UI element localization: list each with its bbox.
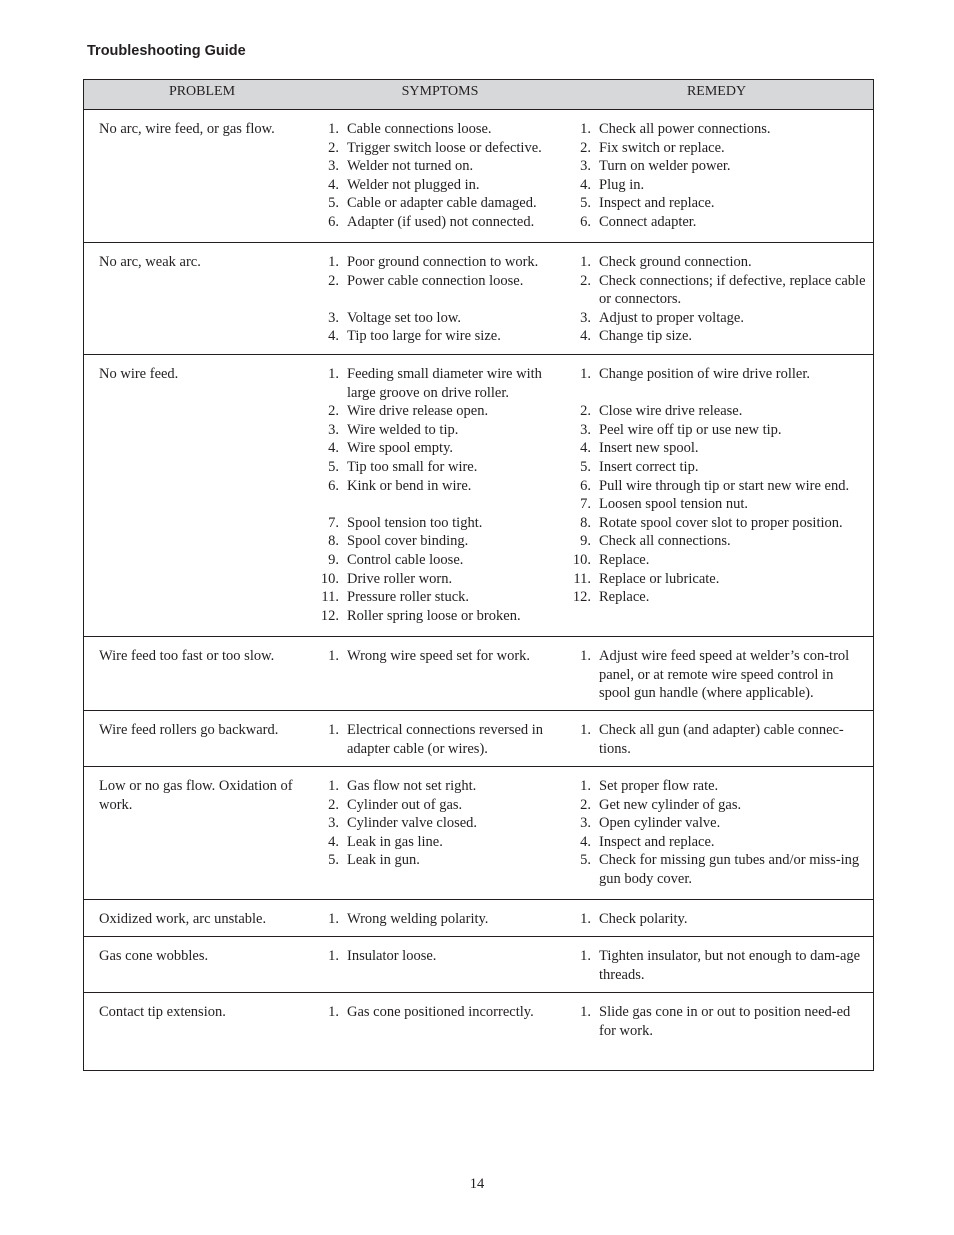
- symptom-number: 4.: [328, 328, 339, 345]
- symptom-text: Leak in gun.: [347, 852, 420, 869]
- remedy-number: 7.: [580, 496, 591, 513]
- symptom-item: [314, 421, 562, 440]
- symptom-item: [314, 588, 562, 607]
- remedy-item: [566, 570, 866, 589]
- remedy-text: Check for missing gun tubes and/or miss-ing gun body cover.: [599, 852, 860, 887]
- symptom-list: [322, 721, 562, 758]
- remedy-list: [574, 253, 866, 346]
- symptom-list: [322, 777, 562, 870]
- remedy-number: 2.: [580, 272, 591, 289]
- symptom-number: 6.: [328, 477, 339, 494]
- symptom-number: 10.: [320, 570, 339, 587]
- remedy-number: 4.: [580, 176, 591, 193]
- symptom-text: Poor ground connection to work.: [347, 254, 539, 270]
- symptom-item: [314, 910, 562, 929]
- symptom-item: [314, 176, 562, 195]
- remedy-number: 5.: [580, 458, 591, 475]
- remedy-number: 1.: [580, 911, 591, 927]
- symptom-text: Wire welded to tip.: [347, 421, 459, 438]
- header-problem: PROBLEM: [168, 84, 236, 99]
- symptom-item: [314, 777, 562, 796]
- symptom-text: Wire spool empty.: [347, 440, 453, 457]
- symptom-text: Wrong welding polarity.: [347, 911, 489, 927]
- symptom-item: [314, 139, 562, 158]
- symptom-number: 5.: [328, 458, 339, 475]
- list-spacer: [322, 290, 562, 309]
- problem-cell: No arc, weak arc.: [99, 254, 201, 270]
- remedy-item: [566, 495, 866, 514]
- remedy-number: 6.: [580, 213, 591, 230]
- symptom-text: Welder not plugged in.: [347, 176, 480, 193]
- remedy-item: [566, 272, 866, 309]
- symptom-text: Roller spring loose or broken.: [347, 607, 521, 624]
- remedy-item: [566, 120, 866, 139]
- remedy-number: 10.: [572, 551, 591, 568]
- symptom-text: Feeding small diameter wire with large groove on drive roller.: [347, 366, 542, 401]
- remedy-text: Connect adapter.: [599, 213, 697, 230]
- symptom-item: [314, 607, 562, 626]
- symptom-item: [314, 814, 562, 833]
- remedy-number: 9.: [580, 533, 591, 550]
- header-remedy: REMEDY: [686, 84, 747, 99]
- symptom-number: 1.: [328, 778, 339, 794]
- table-row: [84, 993, 873, 1070]
- remedy-text: Adjust wire feed speed at welder’s con-trol panel, or at remote wire speed control in spool gun handle (where applicable).: [599, 648, 850, 702]
- symptom-number: 1.: [328, 648, 339, 664]
- symptom-number: 3.: [328, 815, 339, 832]
- symptom-text: Tip too large for wire size.: [347, 328, 501, 345]
- remedy-number: 1.: [580, 722, 591, 738]
- remedy-text: Slide gas cone in or out to position need-ed for work.: [599, 1004, 851, 1039]
- table-row: [84, 243, 873, 355]
- symptom-text: Trigger switch loose or defective.: [347, 139, 542, 156]
- remedy-number: 1.: [580, 1004, 591, 1020]
- table-row: [84, 767, 873, 900]
- remedy-number: 12.: [572, 589, 591, 606]
- remedy-text: Check all connections.: [599, 533, 731, 550]
- symptom-text: Gas cone positioned incorrectly.: [347, 1004, 534, 1020]
- symptom-list: [322, 910, 562, 929]
- problem-cell: Low or no gas flow. Oxidation of work.: [99, 778, 293, 813]
- remedy-item: [566, 796, 866, 815]
- remedy-item: [566, 309, 866, 328]
- remedy-number: 1.: [580, 778, 591, 794]
- symptom-text: Kink or bend in wire.: [347, 477, 472, 494]
- symptom-item: [314, 458, 562, 477]
- symptom-item: [314, 796, 562, 815]
- symptom-number: 1.: [328, 366, 339, 382]
- remedy-number: 1.: [580, 366, 591, 382]
- symptom-item: [314, 272, 562, 291]
- table-header-row: [84, 80, 873, 110]
- remedy-list: [574, 910, 866, 929]
- symptom-item: [314, 120, 562, 139]
- table-row: [84, 900, 873, 937]
- remedy-text: Open cylinder valve.: [599, 815, 721, 832]
- symptom-item: [314, 309, 562, 328]
- symptom-text: Tip too small for wire.: [347, 458, 478, 475]
- symptom-text: Adapter (if used) not connected.: [347, 213, 535, 230]
- symptom-number: 1.: [328, 911, 339, 927]
- remedy-item: [566, 647, 866, 703]
- symptom-number: 1.: [328, 948, 339, 964]
- remedy-text: Close wire drive release.: [599, 403, 743, 420]
- symptom-item: [314, 194, 562, 213]
- symptom-item: [314, 514, 562, 533]
- remedy-text: Replace.: [599, 551, 650, 568]
- symptom-number: 3.: [328, 309, 339, 326]
- remedy-text: Inspect and replace.: [599, 833, 715, 850]
- symptom-item: [314, 532, 562, 551]
- remedy-text: Change tip size.: [599, 328, 693, 345]
- symptom-text: Cable or adapter cable damaged.: [347, 195, 537, 212]
- symptom-text: Drive roller worn.: [347, 570, 453, 587]
- remedy-item: [566, 439, 866, 458]
- remedy-item: [566, 947, 866, 984]
- symptom-text: Voltage set too low.: [347, 309, 461, 326]
- remedy-number: 3.: [580, 158, 591, 175]
- symptom-text: Gas flow not set right.: [347, 778, 477, 794]
- remedy-text: Insert correct tip.: [599, 458, 699, 475]
- symptom-number: 1.: [328, 1004, 339, 1020]
- symptom-text: Cylinder valve closed.: [347, 815, 478, 832]
- remedy-number: 2.: [580, 139, 591, 156]
- table-row: [84, 355, 873, 637]
- troubleshooting-table: [83, 79, 874, 1071]
- symptom-number: 1.: [328, 722, 339, 738]
- remedy-text: Set proper flow rate.: [599, 778, 719, 794]
- symptom-number: 2.: [328, 796, 339, 813]
- remedy-text: Check ground connection.: [599, 254, 752, 270]
- remedy-text: Check all gun (and adapter) cable connec-tions.: [599, 722, 844, 757]
- remedy-number: 11.: [573, 570, 591, 587]
- symptom-list: [322, 365, 562, 625]
- remedy-item: [566, 1003, 866, 1040]
- list-spacer: [322, 495, 562, 514]
- symptom-number: 6.: [328, 213, 339, 230]
- symptom-text: Welder not turned on.: [347, 158, 474, 175]
- symptom-number: 5.: [328, 852, 339, 869]
- remedy-number: 1.: [580, 648, 591, 664]
- remedy-list: [574, 120, 866, 232]
- remedy-number: 3.: [580, 815, 591, 832]
- symptom-item: [314, 1003, 562, 1022]
- remedy-item: [566, 139, 866, 158]
- remedy-text: Plug in.: [599, 176, 645, 193]
- symptom-number: 5.: [328, 195, 339, 212]
- symptom-item: [314, 327, 562, 346]
- symptom-number: 3.: [328, 421, 339, 438]
- symptom-list: [322, 647, 562, 666]
- symptom-text: Control cable loose.: [347, 551, 464, 568]
- remedy-text: Replace.: [599, 589, 650, 606]
- symptom-text: Spool cover binding.: [347, 533, 469, 550]
- symptom-item: [314, 213, 562, 232]
- symptom-item: [314, 551, 562, 570]
- symptom-item: [314, 647, 562, 666]
- symptom-text: Power cable connection loose.: [347, 272, 524, 289]
- remedy-item: [566, 777, 866, 796]
- symptom-item: [314, 253, 562, 272]
- symptom-number: 4.: [328, 833, 339, 850]
- symptom-item: [314, 157, 562, 176]
- remedy-number: 8.: [580, 514, 591, 531]
- remedy-text: Check connections; if defective, replace cable or connectors.: [599, 272, 866, 308]
- symptom-item: [314, 947, 562, 966]
- symptom-number: 4.: [328, 176, 339, 193]
- remedy-item: [566, 365, 866, 384]
- symptom-number: 11.: [321, 589, 339, 606]
- page-number: 14: [469, 1176, 485, 1192]
- symptom-number: 3.: [328, 158, 339, 175]
- symptom-text: Wire drive release open.: [347, 403, 489, 420]
- symptom-number: 9.: [328, 551, 339, 568]
- symptom-list: [322, 947, 562, 966]
- remedy-item: [566, 588, 866, 607]
- symptom-text: Cylinder out of gas.: [347, 796, 463, 813]
- remedy-item: [566, 213, 866, 232]
- remedy-item: [566, 327, 866, 346]
- remedy-list: [574, 647, 866, 703]
- remedy-text: Peel wire off tip or use new tip.: [599, 421, 782, 438]
- remedy-text: Get new cylinder of gas.: [599, 796, 742, 813]
- remedy-text: Replace or lubricate.: [599, 570, 720, 587]
- symptom-text: Electrical connections reversed in adapter cable (or wires).: [347, 722, 544, 757]
- remedy-item: [566, 833, 866, 852]
- symptom-item: [314, 833, 562, 852]
- remedy-item: [566, 910, 866, 929]
- remedy-list: [574, 365, 866, 607]
- symptom-text: Insulator loose.: [347, 948, 437, 964]
- remedy-number: 4.: [580, 440, 591, 457]
- symptom-text: Spool tension too tight.: [347, 514, 483, 531]
- symptom-number: 2.: [328, 272, 339, 289]
- remedy-item: [566, 421, 866, 440]
- remedy-list: [574, 947, 866, 984]
- remedy-text: Adjust to proper voltage.: [599, 309, 744, 326]
- symptom-number: 2.: [328, 139, 339, 156]
- symptom-text: Cable connections loose.: [347, 121, 492, 137]
- remedy-text: Turn on welder power.: [599, 158, 731, 175]
- list-spacer: [574, 384, 866, 403]
- remedy-number: 5.: [580, 852, 591, 869]
- remedy-list: [574, 1003, 866, 1040]
- remedy-number: 5.: [580, 195, 591, 212]
- problem-cell: No arc, wire feed, or gas flow.: [99, 121, 275, 137]
- header-symptoms: SYMPTOMS: [401, 84, 479, 99]
- symptom-number: 8.: [328, 533, 339, 550]
- remedy-list: [574, 721, 866, 758]
- problem-cell: No wire feed.: [99, 366, 179, 382]
- symptom-list: [322, 1003, 562, 1022]
- remedy-number: 4.: [580, 833, 591, 850]
- remedy-number: 6.: [580, 477, 591, 494]
- remedy-number: 3.: [580, 421, 591, 438]
- symptom-number: 1.: [328, 121, 339, 137]
- problem-cell: Wire feed too fast or too slow.: [99, 648, 275, 664]
- remedy-item: [566, 814, 866, 833]
- remedy-text: Tighten insulator, but not enough to dam-age threads.: [599, 948, 861, 983]
- remedy-number: 4.: [580, 328, 591, 345]
- problem-cell: Wire feed rollers go backward.: [99, 722, 279, 738]
- remedy-item: [566, 851, 866, 888]
- remedy-number: 3.: [580, 309, 591, 326]
- symptom-number: 7.: [328, 514, 339, 531]
- problem-cell: Contact tip extension.: [99, 1004, 226, 1020]
- symptom-item: [314, 439, 562, 458]
- remedy-item: [566, 477, 866, 496]
- remedy-item: [566, 551, 866, 570]
- remedy-text: Loosen spool tension nut.: [599, 496, 749, 513]
- remedy-item: [566, 176, 866, 195]
- symptom-item: [314, 365, 562, 402]
- remedy-text: Inspect and replace.: [599, 195, 715, 212]
- symptom-number: 1.: [328, 254, 339, 270]
- remedy-number: 1.: [580, 254, 591, 270]
- problem-cell: Oxidized work, arc unstable.: [99, 911, 267, 927]
- table-row: [84, 711, 873, 767]
- remedy-item: [566, 402, 866, 421]
- remedy-item: [566, 253, 866, 272]
- remedy-number: 1.: [580, 121, 591, 137]
- remedy-text: Insert new spool.: [599, 440, 699, 457]
- remedy-number: 2.: [580, 403, 591, 420]
- table-row: [84, 110, 873, 243]
- symptom-number: 2.: [328, 403, 339, 420]
- symptom-item: [314, 851, 562, 870]
- problem-cell: Gas cone wobbles.: [99, 948, 209, 964]
- remedy-item: [566, 514, 866, 533]
- symptom-number: 12.: [320, 607, 339, 624]
- symptom-text: Wrong wire speed set for work.: [347, 648, 531, 664]
- remedy-text: Check polarity.: [599, 911, 688, 927]
- remedy-item: [566, 532, 866, 551]
- remedy-number: 2.: [580, 796, 591, 813]
- table-row: [84, 637, 873, 711]
- symptom-item: [314, 477, 562, 496]
- symptom-text: Pressure roller stuck.: [347, 589, 470, 606]
- remedy-list: [574, 777, 866, 889]
- symptom-text: Leak in gas line.: [347, 833, 443, 850]
- remedy-item: [566, 721, 866, 758]
- symptom-item: [314, 721, 562, 758]
- symptom-list: [322, 253, 562, 346]
- table-row: [84, 937, 873, 993]
- remedy-text: Pull wire through tip or start new wire end.: [599, 477, 850, 494]
- remedy-text: Change position of wire drive roller.: [599, 366, 811, 382]
- symptom-item: [314, 570, 562, 589]
- symptom-number: 4.: [328, 440, 339, 457]
- remedy-item: [566, 458, 866, 477]
- remedy-item: [566, 194, 866, 213]
- remedy-number: 1.: [580, 948, 591, 964]
- remedy-item: [566, 157, 866, 176]
- page-title: Troubleshooting Guide: [87, 43, 246, 59]
- remedy-text: Check all power connections.: [599, 121, 771, 137]
- symptom-list: [322, 120, 562, 232]
- remedy-text: Fix switch or replace.: [599, 139, 725, 156]
- symptom-item: [314, 402, 562, 421]
- remedy-text: Rotate spool cover slot to proper position.: [599, 514, 843, 531]
